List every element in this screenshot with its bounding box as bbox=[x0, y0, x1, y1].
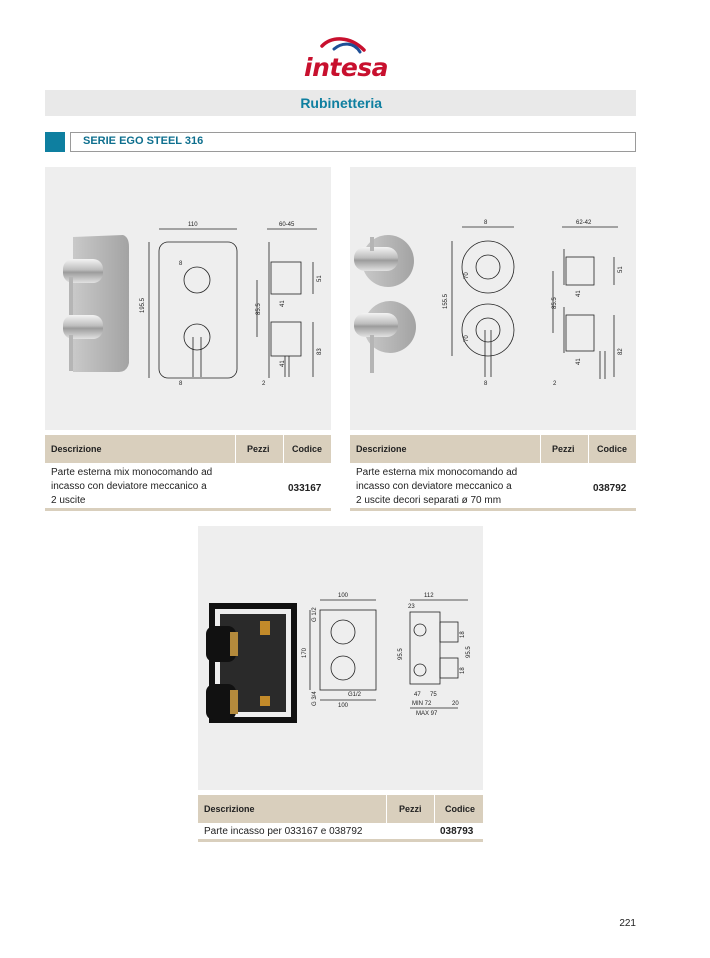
dim-bottom-2: 82 bbox=[618, 348, 624, 355]
th-pezzi: Pezzi bbox=[247, 444, 270, 454]
dim-max: MAX 97 bbox=[416, 711, 438, 717]
dim-small: 8 bbox=[179, 261, 183, 267]
dim-stem-3: 41 bbox=[576, 290, 582, 297]
dim-min: MIN 72 bbox=[412, 701, 432, 707]
dim-c: 20 bbox=[452, 701, 459, 707]
dim-d: 23 bbox=[408, 604, 415, 610]
product-3-drawing bbox=[198, 526, 483, 790]
desc-line: Parte incasso per 033167 e 038792 bbox=[204, 826, 363, 837]
page-number: 221 bbox=[619, 918, 636, 929]
dim-height-2: 155.5 bbox=[443, 293, 449, 309]
desc-line: incasso con deviatore meccanico a bbox=[356, 481, 512, 492]
product-2-drawing bbox=[350, 167, 636, 430]
dim-stem-4: 41 bbox=[576, 358, 582, 365]
dim-port-top: G 1/2 bbox=[312, 607, 318, 622]
dim-side-a: 95.5 bbox=[398, 648, 404, 660]
mixer-photo bbox=[63, 235, 129, 372]
th-codice: Codice bbox=[292, 444, 323, 454]
category-bar bbox=[45, 90, 636, 116]
row-description bbox=[356, 466, 541, 508]
th-codice: Codice bbox=[445, 804, 476, 814]
row-description bbox=[51, 466, 236, 508]
table-head-1 bbox=[45, 435, 331, 463]
dim-depth: 60-45 bbox=[279, 222, 295, 228]
category-title: Rubinetteria bbox=[300, 95, 382, 111]
dim-offset-2: 2 bbox=[553, 381, 557, 387]
desc-line: 2 uscite bbox=[51, 495, 86, 506]
dim-height: 195.5 bbox=[140, 297, 146, 313]
row-divider bbox=[350, 508, 636, 511]
dim-stem: 41 bbox=[280, 300, 286, 307]
dim-stem-2: 41 bbox=[280, 360, 286, 367]
dim-axis-2: 85.5 bbox=[552, 297, 558, 309]
dim-depth-2: 62-42 bbox=[576, 220, 592, 226]
desc-line: Parte esterna mix monocomando ad bbox=[356, 467, 518, 478]
th-pezzi: Pezzi bbox=[399, 804, 422, 814]
intesa-logo bbox=[300, 36, 389, 82]
dim-offset: 2 bbox=[262, 381, 266, 387]
dim-top: 51 bbox=[317, 275, 323, 282]
th-codice: Codice bbox=[597, 444, 628, 454]
mixer-photo-2 bbox=[354, 235, 416, 373]
dim-plate: 70 bbox=[464, 272, 470, 279]
row-code: 038792 bbox=[593, 483, 627, 494]
side-view bbox=[257, 229, 317, 378]
series-header bbox=[70, 132, 636, 152]
dim-width-side: 112 bbox=[424, 593, 434, 599]
th-descrizione: Descrizione bbox=[204, 804, 255, 814]
table-head-2 bbox=[350, 435, 636, 463]
desc-line: Parte esterna mix monocomando ad bbox=[51, 467, 213, 478]
dim-height-3: 170 bbox=[302, 647, 308, 658]
dim-b: 75 bbox=[430, 692, 437, 698]
series-marker bbox=[45, 132, 65, 152]
front-view bbox=[149, 229, 237, 378]
row-code: 033167 bbox=[288, 483, 322, 494]
product-card-1 bbox=[45, 167, 331, 430]
dim-port: G1/2 bbox=[348, 692, 362, 698]
dim-plate-2: 70 bbox=[464, 335, 470, 342]
row-divider bbox=[45, 508, 331, 511]
row-divider bbox=[198, 839, 483, 842]
side-view-2 bbox=[553, 227, 618, 379]
series-title: SERIE EGO STEEL 316 bbox=[83, 135, 204, 147]
th-pezzi: Pezzi bbox=[552, 444, 575, 454]
dim-width: 110 bbox=[188, 222, 198, 228]
table-row-1 bbox=[45, 466, 331, 508]
dim-f: 18 bbox=[460, 667, 466, 674]
front-view-3 bbox=[310, 600, 376, 700]
th-descrizione: Descrizione bbox=[356, 444, 407, 454]
front-view-2 bbox=[452, 227, 514, 377]
product-card-2 bbox=[350, 167, 636, 430]
table-row-2 bbox=[350, 466, 636, 508]
product-1-drawing bbox=[45, 167, 331, 430]
dim-width-4: 100 bbox=[338, 703, 349, 709]
table-row-3 bbox=[198, 825, 483, 839]
dim-a: 47 bbox=[414, 692, 421, 698]
body-photo bbox=[206, 606, 294, 720]
dim-axis: 85.5 bbox=[256, 303, 262, 315]
desc-line: incasso con deviatore meccanico a bbox=[51, 481, 207, 492]
th-descrizione: Descrizione bbox=[51, 444, 102, 454]
dim-bottom: 83 bbox=[317, 348, 323, 355]
dim-port-bottom: G 3/4 bbox=[312, 691, 318, 706]
product-card-3 bbox=[198, 526, 483, 790]
logo-text: intesa bbox=[304, 53, 389, 82]
dim-top-diam-2: 8 bbox=[484, 381, 488, 387]
dim-e: 18 bbox=[460, 631, 466, 638]
dim-small-2: 8 bbox=[179, 381, 183, 387]
table-head-3 bbox=[198, 795, 483, 823]
dim-width-3: 100 bbox=[338, 593, 349, 599]
dim-top-diam: 8 bbox=[484, 220, 488, 226]
dim-top-2: 51 bbox=[618, 266, 624, 273]
desc-line: 2 uscite decori separati ø 70 mm bbox=[356, 495, 502, 506]
dim-side-b: 95.5 bbox=[466, 646, 472, 658]
row-code: 038793 bbox=[440, 826, 474, 837]
row-description bbox=[204, 825, 404, 839]
